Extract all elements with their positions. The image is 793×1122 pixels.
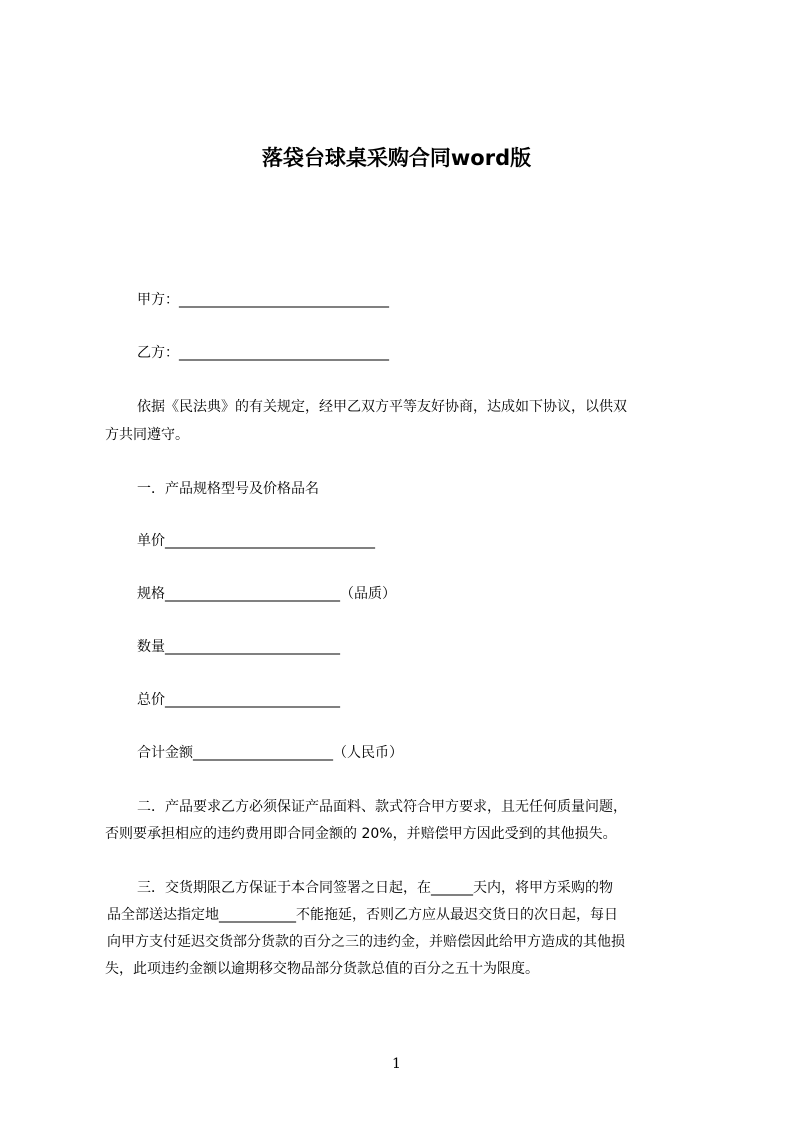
section-3-line-4: 失，此项违约金额以逾期移交物品部分货款总值的百分之五十为限度。 bbox=[105, 961, 539, 977]
spec-field: 规格_________________________（品质） bbox=[137, 586, 396, 602]
intro-line-2: 方共同遵守。 bbox=[105, 427, 189, 443]
section-3-line-1: 三．交货期限乙方保证于本合同签署之日起，在______天内，将甲方采购的物 bbox=[137, 880, 613, 896]
intro-line-1: 依据《民法典》的有关规定，经甲乙双方平等友好协商，达成如下协议，以供双 bbox=[137, 399, 627, 415]
section-2-line-1: 二．产品要求乙方必须保证产品面料、款式符合甲方要求，且无任何质量问题， bbox=[137, 799, 627, 815]
page-number: 1 bbox=[392, 1056, 401, 1072]
document-title: 落袋台球桌采购合同word版 bbox=[261, 146, 532, 170]
quantity-field: 数量_________________________ bbox=[137, 639, 340, 655]
section-2-line-2: 否则要承担相应的违约费用即合同金额的 20%，并赔偿甲方因此受到的其他损失。 bbox=[105, 826, 617, 842]
section-3-line-2: 品全部送达指定地___________不能拖延，否则乙方应从最迟交货日的次日起，每日 bbox=[107, 907, 618, 923]
section-1-heading: 一．产品规格型号及价格品名 bbox=[137, 481, 319, 497]
party-b-field: 乙方：______________________________ bbox=[137, 345, 389, 361]
sum-amount-field: 合计金额____________________（人民币） bbox=[137, 745, 403, 761]
total-price-field: 总价_________________________ bbox=[137, 692, 340, 708]
section-3-line-3: 向甲方支付延迟交货部分货款的百分之三的违约金，并赔偿因此给甲方造成的其他损 bbox=[107, 934, 625, 950]
party-a-field: 甲方：______________________________ bbox=[137, 292, 389, 308]
unit-price-field: 单价______________________________ bbox=[137, 533, 375, 549]
